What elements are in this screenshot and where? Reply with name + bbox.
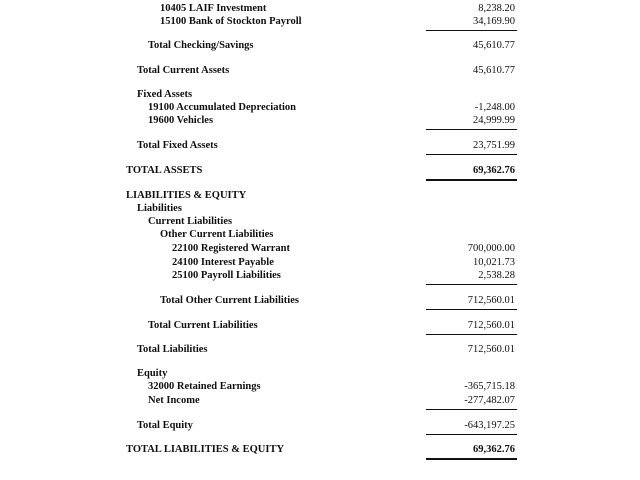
row-amount-total-checking-savings: 45,610.77 (473, 40, 515, 51)
row-label-total-checking-savings: Total Checking/Savings (148, 40, 254, 51)
row-amount-total-current-assets: 45,610.77 (473, 65, 515, 76)
row-label-payroll-liabilities: 25100 Payroll Liabilities (172, 270, 281, 281)
row-label-total-liabilities-equity: TOTAL LIABILITIES & EQUITY (126, 444, 285, 455)
section-heading-equity: Equity (137, 368, 168, 379)
row-amount-total-equity: -643,197.25 (464, 420, 515, 431)
double-underline-rule (426, 458, 517, 460)
row-label-retained-earnings: 32000 Retained Earnings (148, 381, 261, 392)
row-label-total-assets: TOTAL ASSETS (126, 165, 203, 176)
row-label-total-fixed-assets: Total Fixed Assets (137, 140, 218, 151)
subtotal-rule (426, 284, 517, 285)
double-underline-rule (426, 179, 517, 181)
row-amount-total-liabilities: 712,560.01 (467, 344, 515, 355)
row-label-accumulated-depreciation: 19100 Accumulated Depreciation (148, 102, 296, 113)
row-label-net-income: Net Income (148, 395, 200, 406)
row-amount-net-income: -277,482.07 (464, 395, 515, 406)
row-amount-total-other-current-liabilities: 712,560.01 (467, 295, 515, 306)
row-amount-accumulated-depreciation: -1,248.00 (474, 102, 515, 113)
subtotal-rule (426, 434, 517, 435)
row-amount-total-fixed-assets: 23,751.99 (473, 140, 515, 151)
subtotal-rule (426, 334, 517, 335)
row-amount-retained-earnings: -365,715.18 (464, 381, 515, 392)
subtotal-rule (426, 409, 517, 410)
section-heading-fixed-assets: Fixed Assets (137, 89, 193, 100)
row-amount-registered-warrant: 700,000.00 (467, 243, 515, 254)
row-label-laif-investment: 10405 LAIF Investment (160, 3, 267, 14)
subtotal-rule (426, 30, 517, 31)
row-amount-bank-of-stockton-payroll: 34,169.90 (473, 16, 515, 27)
subtotal-rule (426, 154, 517, 155)
row-label-interest-payable: 24100 Interest Payable (172, 257, 274, 268)
row-label-total-equity: Total Equity (137, 420, 193, 431)
subtotal-rule (426, 309, 517, 310)
section-heading-current-liabilities: Current Liabilities (148, 216, 233, 227)
section-heading-liabilities-equity: LIABILITIES & EQUITY (126, 190, 247, 201)
subtotal-rule (426, 129, 517, 130)
row-amount-total-current-liabilities: 712,560.01 (467, 320, 515, 331)
row-label-total-liabilities: Total Liabilities (137, 344, 208, 355)
section-heading-liabilities: Liabilities (137, 203, 182, 214)
row-label-registered-warrant: 22100 Registered Warrant (172, 243, 291, 254)
section-heading-other-current-liabilities: Other Current Liabilities (160, 229, 274, 240)
row-amount-interest-payable: 10,021.73 (473, 257, 515, 268)
row-label-total-current-liabilities: Total Current Liabilities (148, 320, 258, 331)
row-label-total-current-assets: Total Current Assets (137, 65, 230, 76)
row-label-vehicles: 19600 Vehicles (148, 115, 214, 126)
row-amount-payroll-liabilities: 2,538.28 (478, 270, 515, 281)
row-amount-total-assets: 69,362.76 (473, 165, 515, 176)
row-label-bank-of-stockton-payroll: 15100 Bank of Stockton Payroll (160, 16, 302, 27)
row-label-total-other-current-liabilities: Total Other Current Liabilities (160, 295, 299, 306)
row-amount-vehicles: 24,999.99 (473, 115, 515, 126)
row-amount-total-liabilities-equity: 69,362.76 (473, 444, 515, 455)
row-amount-laif-investment: 8,238.20 (478, 3, 515, 14)
